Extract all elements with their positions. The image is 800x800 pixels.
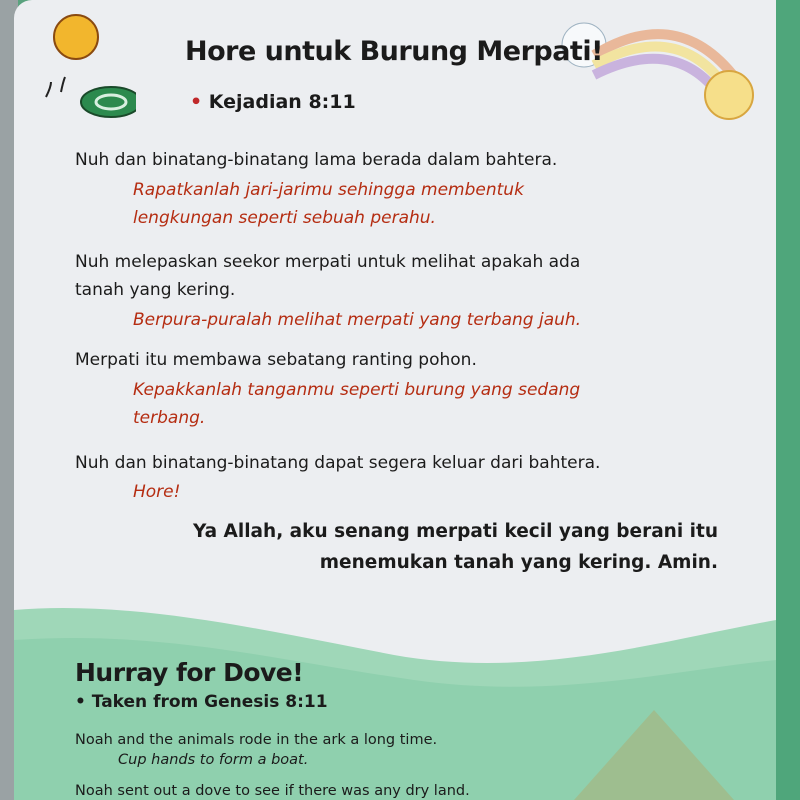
action-line: lengkungan seperti sebuah perahu. bbox=[133, 208, 436, 228]
action-line: terbang. bbox=[133, 408, 206, 428]
english-story-line: Noah and the animals rode in the ark a long time. bbox=[75, 732, 438, 748]
prayer-line: menemukan tanah yang kering. Amin. bbox=[319, 552, 718, 573]
english-action-line: Cup hands to form a boat. bbox=[118, 752, 309, 768]
action-line: Berpura-puralah melihat merpati yang terbang jauh. bbox=[133, 310, 582, 330]
action-line: Kepakkanlah tanganmu seperti burung yang sedang bbox=[133, 380, 581, 400]
chick-icon bbox=[36, 2, 136, 122]
background-page bbox=[776, 0, 800, 800]
action-line: Rapatkanlah jari-jarimu sehingga membentuk bbox=[133, 180, 524, 200]
english-story-line: Noah sent out a dove to see if there was any dry land. bbox=[75, 783, 470, 799]
english-reference: • Taken from Genesis 8:11 bbox=[75, 692, 328, 712]
story-line: Merpati itu membawa sebatang ranting pohon. bbox=[75, 350, 477, 370]
page-title: Hore untuk Burung Merpati! bbox=[185, 36, 603, 67]
english-title: Hurray for Dove! bbox=[75, 658, 304, 687]
book-page bbox=[14, 0, 776, 800]
scripture-reference: • Kejadian 8:11 bbox=[190, 91, 356, 113]
story-line: tanah yang kering. bbox=[75, 280, 236, 300]
story-line: Nuh dan binatang-binatang lama berada dalam bahtera. bbox=[75, 150, 558, 170]
prayer-line: Ya Allah, aku senang merpati kecil yang berani itu bbox=[192, 521, 718, 542]
rainbow-sun-icon bbox=[534, 10, 764, 130]
story-line: Nuh melepaskan seekor merpati untuk melihat apakah ada bbox=[75, 252, 581, 272]
story-line: Nuh dan binatang-binatang dapat segera keluar dari bahtera. bbox=[75, 453, 601, 473]
action-line: Hore! bbox=[133, 482, 181, 502]
